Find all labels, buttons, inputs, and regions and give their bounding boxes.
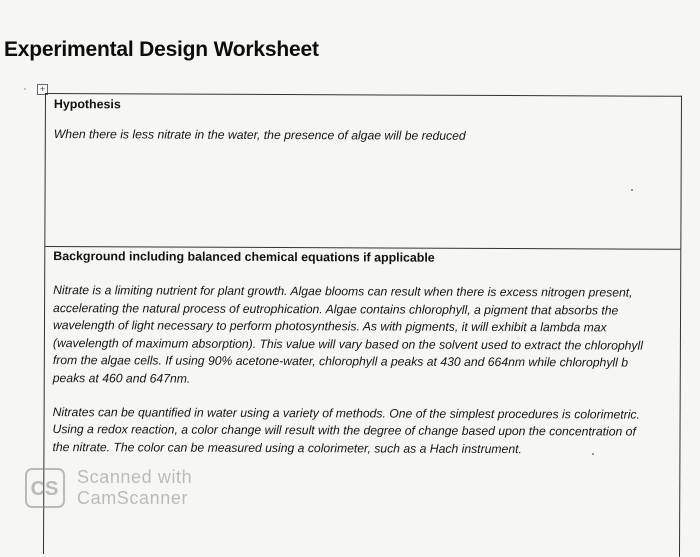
scan-speck — [24, 88, 26, 90]
move-handle-icon[interactable]: + — [37, 84, 48, 95]
hypothesis-section — [45, 94, 681, 250]
watermark-line-2: CamScanner — [77, 488, 189, 508]
background-paragraph-2 — [52, 404, 671, 459]
watermark-text — [77, 467, 192, 509]
text-line: from the algae cells. If using 90% acetone-water, chlorophyll a peaks at 430 and 664nm while chlorophyll b — [52, 353, 629, 370]
camscanner-watermark — [25, 467, 192, 509]
text-line: Nitrate is a limiting nutrient for plant growth. Algae blooms can result when there is excess nitrogen present, — [53, 283, 633, 300]
watermark-line-1: Scanned with — [77, 467, 193, 487]
background-heading: Background including balanced chemical equations if applicable — [53, 249, 435, 265]
scan-speck — [592, 453, 594, 455]
text-line: accelerating the natural process of eutrophication. Algae contains chlorophyll, a pigment that absorbs the — [53, 300, 619, 318]
hypothesis-heading: Hypothesis — [53, 97, 121, 112]
page-title: Experimental Design Worksheet — [4, 38, 319, 61]
text-line: the nitrate. The color can be measured using a colorimeter, such as a Hach instrument. — [52, 439, 522, 456]
text-line: Using a redox reaction, a color change will result with the degree of change based upon the concentration of — [52, 422, 636, 439]
background-paragraph-1 — [53, 282, 672, 390]
camscanner-logo-icon — [25, 468, 65, 508]
text-line: (wavelength of maximum absorption). This value will vary based on the solvent used to extract the chlorophyll — [52, 335, 643, 353]
background-section — [44, 247, 680, 557]
svg-text:CS: CS — [30, 478, 59, 500]
text-line: peaks at 460 and 647nm. — [52, 371, 191, 386]
text-line: wavelength of light necessary to perform photosynthesis. As with pigments, it will exhibit a lambda max — [52, 318, 607, 335]
text-line: Nitrates can be quantified in water using a variety of methods. One of the simplest procedures is colorimetric. — [52, 404, 640, 422]
hypothesis-text: When there is less nitrate in the water, the presence of algae will be reduced — [53, 127, 466, 143]
scan-speck — [631, 189, 633, 191]
